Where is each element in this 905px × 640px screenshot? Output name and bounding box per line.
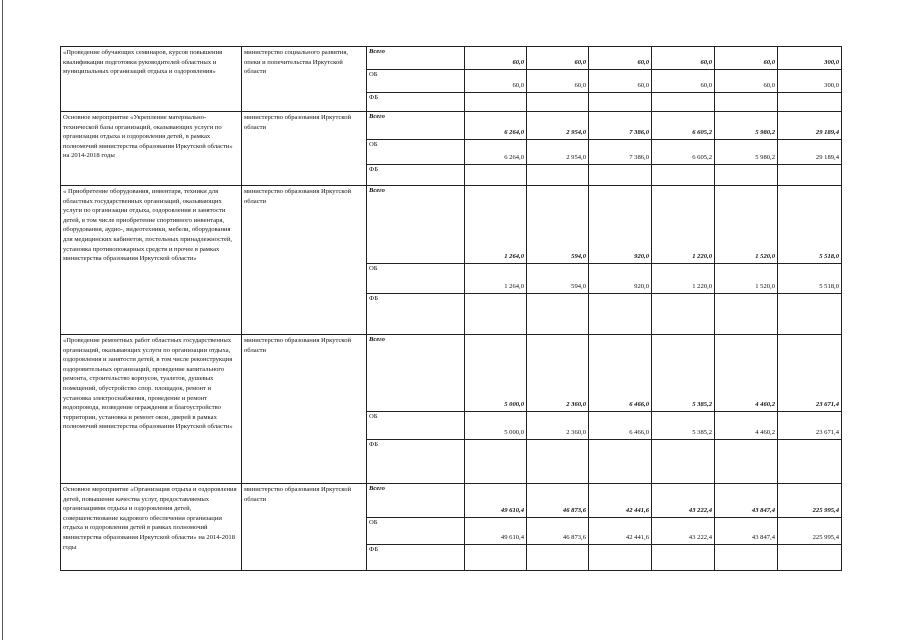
fb-value-cell: [652, 93, 715, 112]
total-value-cell: 4 460,2: [715, 335, 778, 412]
ob-value-cell: 5 385,2: [652, 412, 715, 440]
ob-value-cell: 225 995,4: [778, 518, 842, 545]
source-fb-label: ФБ: [367, 294, 465, 335]
table-row-total: [61, 484, 842, 518]
responsible-executor: министерство образования Иркутской области: [242, 186, 367, 335]
ob-value-cell: 300,0: [778, 70, 842, 93]
measure-description: Основное мероприятие «Укрепление материально-технической базы организаций, оказывающих услуги по организации отдыха и оздоровления детей, в рамках полномочий министерства образования Иркутской области» на 2014-2018 годы: [61, 112, 242, 186]
fb-value-cell: [715, 545, 778, 571]
fb-value-cell: [465, 294, 527, 335]
ob-value-cell: 60,0: [589, 70, 652, 93]
total-value-cell: 6 264,0: [465, 112, 527, 140]
ob-value-cell: 60,0: [465, 70, 527, 93]
source-total-label: Всего: [367, 112, 465, 140]
ob-value-cell: 43 847,4: [715, 518, 778, 545]
ob-value-cell: 42 441,6: [589, 518, 652, 545]
fb-value-cell: [778, 165, 842, 186]
total-value-cell: 60,0: [465, 47, 527, 70]
ob-value-cell: 60,0: [715, 70, 778, 93]
ob-value-cell: 6 264,0: [465, 140, 527, 165]
source-total-label: Всего: [367, 484, 465, 518]
total-value-cell: 5 980,2: [715, 112, 778, 140]
source-ob-label: ОБ: [367, 264, 465, 294]
fb-value-cell: [527, 294, 589, 335]
ob-value-cell: 49 610,4: [465, 518, 527, 545]
total-value-cell: 46 873,6: [527, 484, 589, 518]
fb-value-cell: [465, 165, 527, 186]
total-value-cell: 60,0: [589, 47, 652, 70]
table-body: [61, 47, 842, 571]
measure-description: « Приобретение оборудования, инвентаря, техники для областных государственных организаций, оказывающих услуги по организации отдыха, оздоровления и занятости детей, в том числе приобретение спортивного инвентаря, оборудования, аудио-, видеотехники, мебели, оборудования для медицинских кабинетов, постельных принадлежностей, установка противопожарных средств и прочее в рамках министерства образования Иркутской области»: [61, 186, 242, 335]
total-value-cell: 60,0: [652, 47, 715, 70]
ob-value-cell: 43 222,4: [652, 518, 715, 545]
fb-value-cell: [652, 440, 715, 484]
source-ob-label: ОБ: [367, 518, 465, 545]
source-ob-label: ОБ: [367, 140, 465, 165]
source-ob-label: ОБ: [367, 70, 465, 93]
measure-description: «Проведение обучающих семинаров, курсов повышения квалификации подготовки руководителей областных и муниципальных организаций отдыха и оздоровления»: [61, 47, 242, 112]
total-value-cell: 300,0: [778, 47, 842, 70]
ob-value-cell: 46 873,6: [527, 518, 589, 545]
total-value-cell: 2 360,0: [527, 335, 589, 412]
source-fb-label: ФБ: [367, 440, 465, 484]
fb-value-cell: [465, 93, 527, 112]
fb-value-cell: [715, 440, 778, 484]
fb-value-cell: [715, 93, 778, 112]
ob-value-cell: 4 460,2: [715, 412, 778, 440]
fb-value-cell: [778, 294, 842, 335]
source-total-label: Всего: [367, 186, 465, 264]
ob-value-cell: 920,0: [589, 264, 652, 294]
measure-description: Основное мероприятие «Организация отдыха и оздоровления детей, повышение качества услуг, предоставляемых организациями отдыха и оздоровления детей, совершенствование кадрового обеспечения организации отдыха и оздоровления детей в рамках полномочий министерства образования Иркутской области» на 2014-2018 годы: [61, 484, 242, 571]
ob-value-cell: 2 360,0: [527, 412, 589, 440]
fb-value-cell: [465, 545, 527, 571]
total-value-cell: 43 222,4: [652, 484, 715, 518]
table-row-total: [61, 186, 842, 264]
total-value-cell: 7 386,0: [589, 112, 652, 140]
source-ob-label: ОБ: [367, 412, 465, 440]
fb-value-cell: [778, 545, 842, 571]
ob-value-cell: 1 264,0: [465, 264, 527, 294]
source-fb-label: ФБ: [367, 545, 465, 571]
responsible-executor: министерство социального развития, опеки и попечительства Иркутской области: [242, 47, 367, 112]
ob-value-cell: 5 980,2: [715, 140, 778, 165]
total-value-cell: 2 954,0: [527, 112, 589, 140]
fb-value-cell: [778, 440, 842, 484]
total-value-cell: 6 605,2: [652, 112, 715, 140]
ob-value-cell: 60,0: [527, 70, 589, 93]
fb-value-cell: [652, 165, 715, 186]
fb-value-cell: [715, 294, 778, 335]
total-value-cell: 6 466,0: [589, 335, 652, 412]
ob-value-cell: 7 386,0: [589, 140, 652, 165]
source-total-label: Всего: [367, 47, 465, 70]
fb-value-cell: [527, 440, 589, 484]
total-value-cell: 594,0: [527, 186, 589, 264]
total-value-cell: 49 610,4: [465, 484, 527, 518]
responsible-executor: министерство образования Иркутской области: [242, 112, 367, 186]
total-value-cell: 42 441,6: [589, 484, 652, 518]
total-value-cell: 5 385,2: [652, 335, 715, 412]
budget-table: [60, 46, 842, 571]
ob-value-cell: 5 518,0: [778, 264, 842, 294]
ob-value-cell: 6 605,2: [652, 140, 715, 165]
page-edge-line: [2, 0, 3, 640]
ob-value-cell: 1 220,0: [652, 264, 715, 294]
total-value-cell: 60,0: [715, 47, 778, 70]
source-fb-label: ФБ: [367, 165, 465, 186]
ob-value-cell: 23 671,4: [778, 412, 842, 440]
table-row-total: [61, 335, 842, 412]
source-fb-label: ФБ: [367, 93, 465, 112]
ob-value-cell: 594,0: [527, 264, 589, 294]
fb-value-cell: [589, 294, 652, 335]
table-row-total: [61, 47, 842, 70]
total-value-cell: 5 518,0: [778, 186, 842, 264]
responsible-executor: министерство образования Иркутской области: [242, 484, 367, 571]
total-value-cell: 1 520,0: [715, 186, 778, 264]
fb-value-cell: [589, 93, 652, 112]
ob-value-cell: 60,0: [652, 70, 715, 93]
fb-value-cell: [589, 545, 652, 571]
fb-value-cell: [527, 165, 589, 186]
ob-value-cell: 5 000,0: [465, 412, 527, 440]
ob-value-cell: 1 520,0: [715, 264, 778, 294]
total-value-cell: 60,0: [527, 47, 589, 70]
total-value-cell: 29 189,4: [778, 112, 842, 140]
ob-value-cell: 6 466,0: [589, 412, 652, 440]
total-value-cell: 23 671,4: [778, 335, 842, 412]
fb-value-cell: [715, 165, 778, 186]
ob-value-cell: 29 189,4: [778, 140, 842, 165]
total-value-cell: 5 000,0: [465, 335, 527, 412]
fb-value-cell: [589, 440, 652, 484]
fb-value-cell: [527, 545, 589, 571]
fb-value-cell: [527, 93, 589, 112]
total-value-cell: 920,0: [589, 186, 652, 264]
responsible-executor: министерство образования Иркутской области: [242, 335, 367, 484]
total-value-cell: 1 264,0: [465, 186, 527, 264]
total-value-cell: 225 995,4: [778, 484, 842, 518]
total-value-cell: 1 220,0: [652, 186, 715, 264]
fb-value-cell: [465, 440, 527, 484]
table-row-total: [61, 112, 842, 140]
measure-description: «Проведение ремонтных работ областных государственных организаций, оказывающих услуги по организации отдыха, оздоровления и занятости детей, в том числе реконструкция оздоровительных организаций, проведение капитального ремонта, строительство корпусов, туалетов, душевых помещений, обустройство спор. площадок, ремонт и установка электроснабжения, проведение и ремонт водопровода, возведение ограждения и благоустройство территории, установка и ремонт окон, дверей в рамках полномочий министерства образования Иркутской области»: [61, 335, 242, 484]
fb-value-cell: [652, 294, 715, 335]
ob-value-cell: 2 954,0: [527, 140, 589, 165]
fb-value-cell: [589, 165, 652, 186]
source-total-label: Всего: [367, 335, 465, 412]
fb-value-cell: [652, 545, 715, 571]
fb-value-cell: [778, 93, 842, 112]
total-value-cell: 43 847,4: [715, 484, 778, 518]
